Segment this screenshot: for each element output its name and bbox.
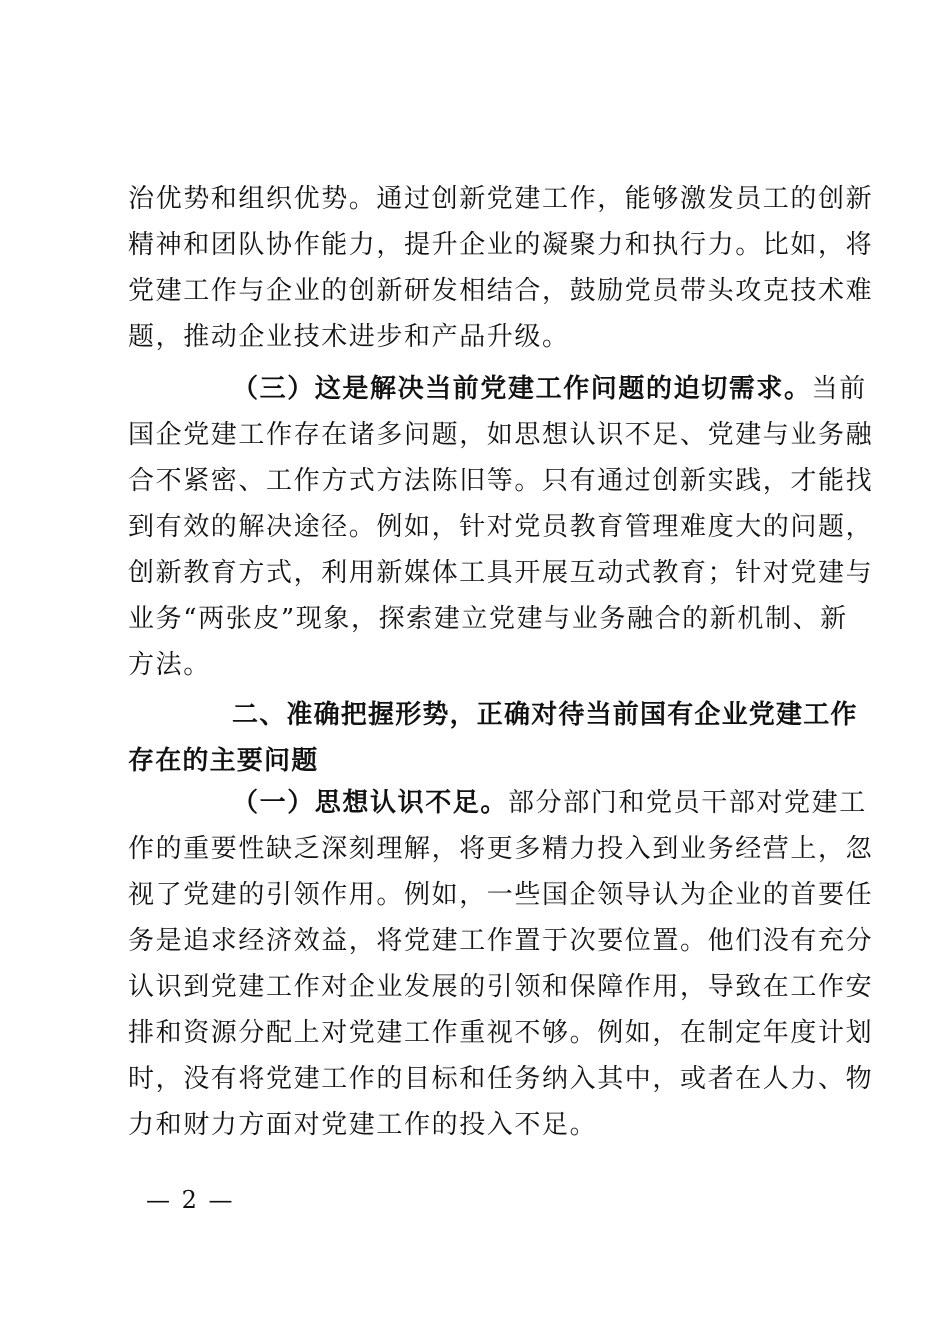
paragraph-1 xyxy=(128,176,874,360)
paragraph-line: 国企党建工作存在诸多问题，如思想认识不足、党建与业务融 xyxy=(128,420,874,450)
subsection-lead-1: （一）思想认识不足。 xyxy=(232,788,509,818)
paragraph-line: 业务“两张皮”现象，探索建立党建与业务融合的新机制、新 xyxy=(128,604,848,634)
paragraph-line: 时，没有将党建工作的目标和任务纳入其中，或者在人力、物 xyxy=(128,1064,874,1094)
paragraph-line: 力和财力方面对党建工作的投入不足。 xyxy=(128,1110,598,1140)
paragraph-line: 精神和团队协作能力，提升企业的凝聚力和执行力。比如，将 xyxy=(128,230,874,260)
paragraph-3 xyxy=(128,780,874,1148)
paragraph-line: 合不紧密、工作方式方法陈旧等。只有通过创新实践，才能找 xyxy=(128,466,874,496)
paragraph-line: 治优势和组织优势。通过创新党建工作，能够激发员工的创新 xyxy=(128,184,874,214)
heading-line: 存在的主要问题 xyxy=(128,746,319,776)
page-number: — 2 — xyxy=(146,1186,235,1214)
paragraph-line: 排和资源分配上对党建工作重视不够。例如，在制定年度计划 xyxy=(128,1018,874,1048)
paragraph-2 xyxy=(128,366,874,688)
paragraph-line: 认识到党建工作对企业发展的引领和保障作用，导致在工作安 xyxy=(128,972,874,1002)
paragraph-line: 方法。 xyxy=(128,650,211,680)
paragraph-first-line-rest: 部分部门和党员干部对党建工 xyxy=(508,788,867,818)
paragraph-line: 党建工作与企业的创新研发相结合，鼓励党员带头攻克技术难 xyxy=(128,276,874,306)
heading-line: 二、准确把握形势，正确对待当前国有企业党建工作 xyxy=(232,700,858,730)
paragraph-line: 作的重要性缺乏深刻理解，将更多精力投入到业务经营上，忽 xyxy=(128,834,874,864)
section-heading-2 xyxy=(128,692,858,784)
paragraph-line: 创新教育方式，利用新媒体工具开展互动式教育；针对党建与 xyxy=(128,558,874,588)
subsection-lead-3: （三）这是解决当前党建工作问题的迫切需求。 xyxy=(232,374,812,404)
paragraph-first-line xyxy=(128,780,867,826)
paragraph-line: 题，推动企业技术进步和产品升级。 xyxy=(128,322,570,352)
paragraph-first-line-rest: 当前 xyxy=(811,374,867,404)
paragraph-line: 视了党建的引领作用。例如，一些国企领导认为企业的首要任 xyxy=(128,880,874,910)
paragraph-line: 到有效的解决途径。例如，针对党员教育管理难度大的问题， xyxy=(128,512,874,542)
paragraph-first-line xyxy=(128,366,867,412)
paragraph-line: 务是追求经济效益，将党建工作置于次要位置。他们没有充分 xyxy=(128,926,874,956)
